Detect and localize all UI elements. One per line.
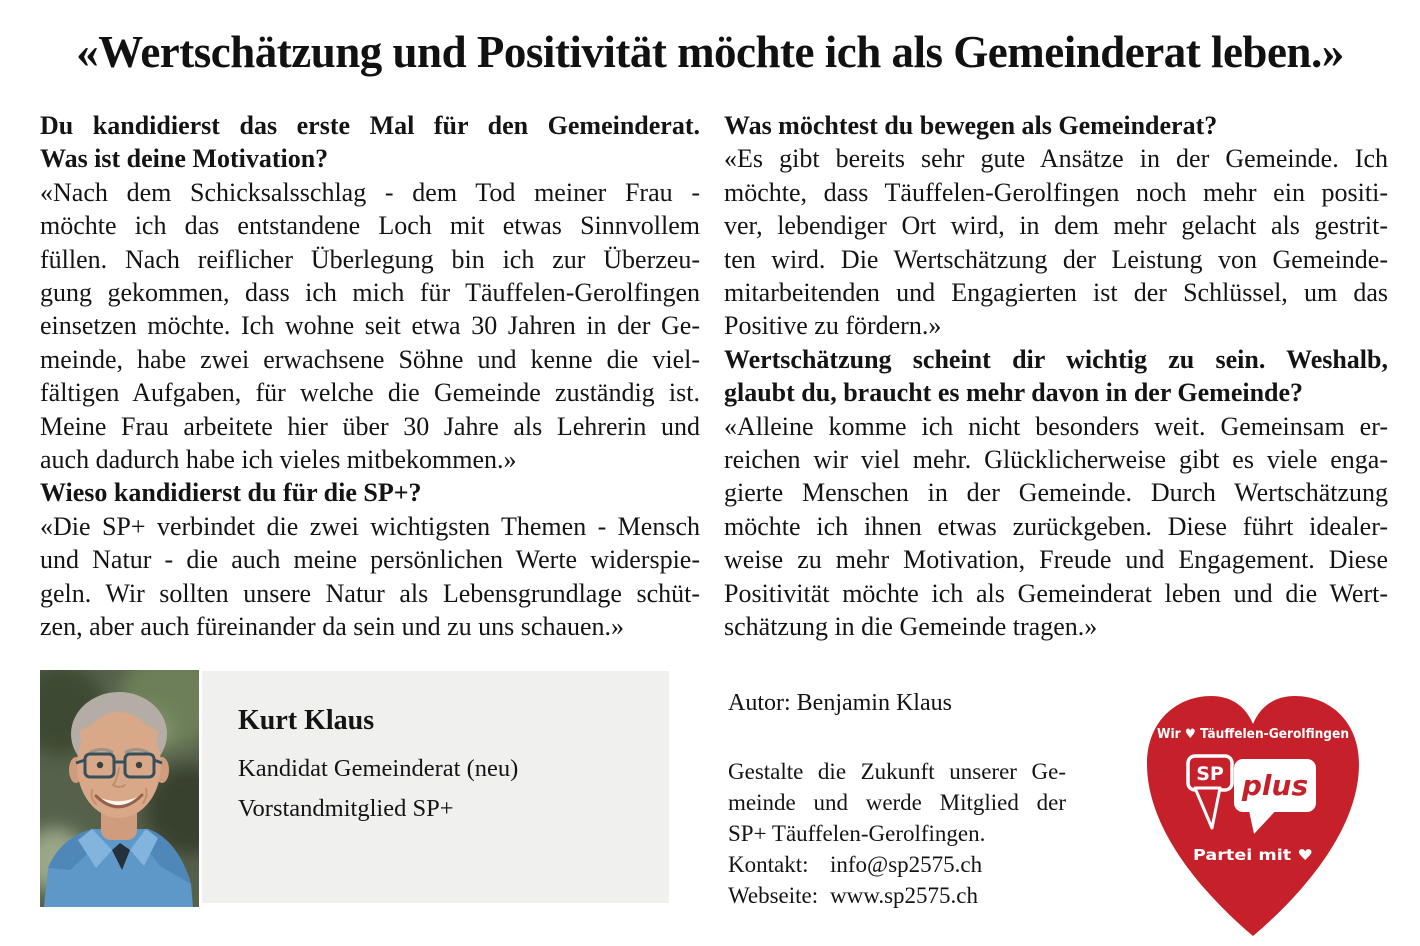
candidate-name: Kurt Klaus [238, 705, 375, 736]
body-line: mitarbeitenden und Engagierten ist der Schlüssel, um das [724, 278, 1388, 308]
body-line: SP+ Täuffelen-Gerolfingen. [728, 821, 986, 846]
question-line: Was ist deine Motivation? [40, 144, 329, 174]
body-line: gung gekommen, dass ich mich für Täuffelen-Gerolfingen [40, 278, 700, 308]
body-line: möchte ich ihnen etwas zurückgeben. Diese führt idealer- [724, 511, 1388, 541]
body-line: «Alleine komme ich nicht besonders weit. Gemeinsam er- [724, 411, 1388, 441]
interview-left-column [40, 109, 700, 644]
membership-lines [728, 756, 1066, 849]
body-line: Positivität möchte ich als Gemeinderat leben und die Wert- [724, 578, 1388, 608]
membership-paragraph [728, 756, 1066, 911]
question-line: Wertschätzung scheint dir wichtig zu sein. Weshalb, [724, 344, 1388, 374]
body-line: einsetzen möchte. Ich wohne seit etwa 30 Jahren in der Ge- [40, 311, 700, 341]
question-line: Was möchtest du bewegen als Gemeinderat? [724, 111, 1218, 140]
body-line: auch dadurch habe ich vieles mitbekommen.» [40, 445, 517, 475]
candidate-photo-illustration [40, 670, 199, 907]
question-line: glaubt du, braucht es mehr davon in der Gemeinde? [724, 378, 1304, 408]
body-line: weise zu mehr Motivation, Freude und Engagement. Diese [724, 545, 1388, 575]
body-line: geln. Wir sollten unsere Natur als Lebensgrundlage schüt- [40, 578, 700, 608]
sp-plus-heart-logo [1133, 672, 1373, 942]
question-line: Du kandidierst das erste Mal für den Gemeinderat. [40, 111, 700, 140]
body-line: ver, lebendiger Ort wird, in dem mehr gelacht als gestrit- [724, 211, 1388, 241]
sp-bubble-label: SP [1196, 763, 1224, 785]
body-line: gierte Menschen in der Gemeinde. Durch Wertschätzung [724, 478, 1388, 508]
candidate-photo [40, 670, 199, 907]
candidate-role-1: Kandidat Gemeinderat (neu) [238, 755, 519, 782]
body-line: Meine Frau arbeitete hier über 30 Jahre als Lehrerin und [40, 411, 700, 441]
interview-right-column [724, 109, 1388, 644]
contact-label: Kontakt: [728, 852, 809, 877]
body-line: «Die SP+ verbindet die zwei wichtigsten Themen - Mensch [40, 511, 700, 541]
contact-value: info@sp2575.ch [830, 852, 983, 877]
body-line: möchte, dass Täuffelen-Gerolfingen noch mehr ein positi- [724, 177, 1388, 207]
body-line: «Es gibt bereits sehr gute Ansätze in der Gemeinde. Ich [724, 144, 1388, 174]
body-line: ten wird. Die Wertschätzung der Leistung von Gemeinde- [724, 244, 1388, 274]
author-line: Autor: Benjamin Klaus [728, 690, 952, 716]
website-value: www.sp2575.ch [830, 883, 978, 908]
body-line: meinde, habe zwei erwachsene Söhne und kenne die viel- [40, 344, 700, 374]
body-line: «Nach dem Schicksalsschlag - dem Tod meiner Frau - [40, 177, 700, 207]
body-line: füllen. Nach reiflicher Überlegung bin ich zur Überzeu- [40, 244, 700, 274]
plus-bubble-label: plus [1241, 769, 1309, 802]
candidate-card [202, 671, 669, 903]
body-line: Positive zu fördern.» [724, 311, 942, 341]
website-row [728, 880, 1066, 911]
question-line: Wieso kandidierst du für die SP+? [40, 478, 422, 508]
body-line: Gestalte die Zukunft unserer Ge- [728, 759, 1066, 784]
body-line: fältigen Aufgaben, für welche die Gemeinde zuständig ist. [40, 378, 700, 408]
candidate-role-2: Vorstandmitglied SP+ [238, 795, 454, 822]
website-label: Webseite: [728, 883, 819, 908]
logo-bottom-text: Partei mit ♥ [1193, 846, 1313, 864]
logo-top-text: Wir ♥ Täuffelen-Gerolfingen [1157, 727, 1349, 742]
body-line: zen, aber auch füreinander da sein und zu uns schauen.» [40, 612, 625, 642]
headline: «Wertschätzung und Positivität möchte ich als Gemeinderat leben.» [76, 27, 1344, 77]
body-line: schätzung in die Gemeinde tragen.» [724, 612, 1098, 642]
body-line: möchte ich das entstandene Loch mit etwas Sinnvollem [40, 211, 700, 241]
body-line: reichen wir viel mehr. Glücklicherweise gibt es viele enga- [724, 445, 1388, 475]
body-line: und Natur - die auch meine persönlichen Werte widerspie- [40, 545, 700, 575]
contact-row [728, 849, 1066, 880]
body-line: meinde und werde Mitglied der [728, 790, 1066, 815]
